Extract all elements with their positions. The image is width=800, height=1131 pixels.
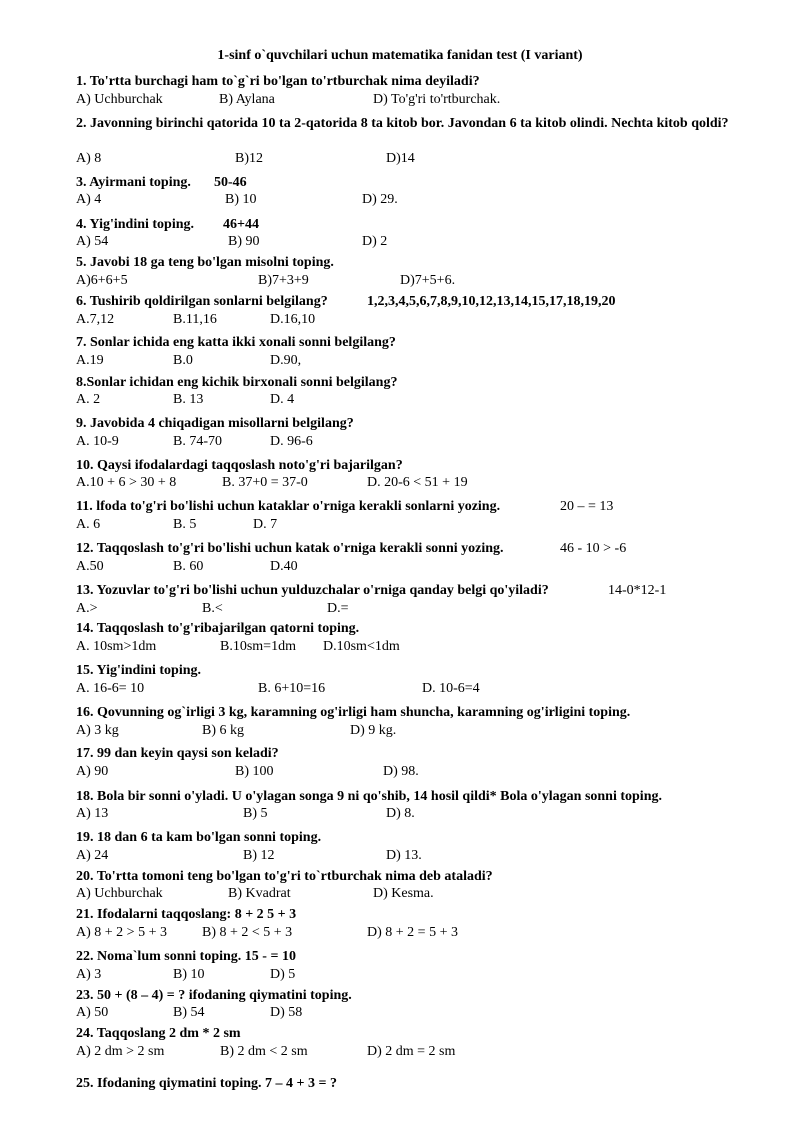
- answer-option: A) 24: [76, 848, 109, 863]
- answer-option: B) 100: [235, 764, 274, 779]
- answer-option: A) 3: [76, 967, 102, 982]
- question-9: [76, 415, 736, 433]
- answer-option: A.7,12: [76, 312, 115, 327]
- question-expression: 14-0*12-1: [608, 583, 667, 598]
- answer-option: D.10sm<1dm: [323, 639, 400, 654]
- answer-option: B) Aylana: [219, 92, 275, 107]
- answer-option: A) Uchburchak: [76, 92, 163, 107]
- answer-option: D.=: [327, 601, 349, 616]
- answer-option: D) Kesma.: [373, 886, 434, 901]
- question-7: [76, 334, 736, 352]
- answer-option: A.>: [76, 601, 98, 616]
- answer-option: D) 13.: [386, 848, 422, 863]
- answer-option: A) 8 + 2 > 5 + 3: [76, 925, 167, 940]
- question-3: [76, 174, 736, 192]
- answer-option: A) 13: [76, 806, 109, 821]
- answer-option: D) 2: [362, 234, 388, 249]
- answer-option: A.10 + 6 > 30 + 8: [76, 475, 177, 490]
- question-text: 1. To'rtta burchagi ham to`g`ri bo'lgan to'rtburchak nima deyiladi?: [76, 74, 480, 89]
- question-text: 7. Sonlar ichida eng katta ikki xonali sonni belgilang?: [76, 335, 396, 350]
- question-5: [76, 254, 736, 272]
- answer-option: A)6+6+5: [76, 273, 128, 288]
- question-1: [76, 73, 736, 91]
- answer-option: D) To'g'ri to'rtburchak.: [373, 92, 501, 107]
- question-expression: 20 – = 13: [560, 499, 614, 514]
- question-text: 8.Sonlar ichidan eng kichik birxonali sonni belgilang?: [76, 375, 398, 390]
- question-text: 20. To'rtta tomoni teng bo'lgan to'g'ri to`rtburchak nima deb ataladi?: [76, 869, 493, 884]
- question-expression: 1,2,3,4,5,6,7,8,9,10,12,13,14,15,17,18,19,20: [367, 294, 616, 309]
- question-4: [76, 216, 736, 234]
- answer-option: B.11,16: [173, 312, 217, 327]
- answer-option: A) 50: [76, 1005, 109, 1020]
- question-text: 15. Yig'indini toping.: [76, 663, 202, 678]
- answer-option: B. 60: [173, 559, 204, 574]
- answer-option: D. 96-6: [270, 434, 313, 449]
- question-text: 10. Qaysi ifodalardagi taqqoslash noto'g'ri bajarilgan?: [76, 458, 403, 473]
- question-18: [76, 788, 736, 806]
- question-12: [76, 540, 736, 558]
- answer-option: A. 10sm>1dm: [76, 639, 157, 654]
- question-text: 17. 99 dan keyin qaysi son keladi?: [76, 746, 279, 761]
- answer-option: B) 6 kg: [202, 723, 244, 738]
- question-text: 3. Ayirmani toping.: [76, 175, 191, 190]
- question-text: 11. lfoda to'g'ri bo'lishi uchun kataklar o'rniga kerakli sonlarni yozing.: [76, 499, 501, 514]
- question-20: [76, 868, 736, 886]
- question-14: [76, 620, 736, 638]
- answer-option: D. 10-6=4: [422, 681, 480, 696]
- answer-option: B)12: [235, 151, 263, 166]
- answer-option: A.19: [76, 353, 104, 368]
- question-text: 2. Javonning birinchi qatorida 10 ta 2-qatorida 8 ta kitob bor. Javondan 6 ta kitob olindi. Nechta kitob qoldi?: [76, 116, 729, 131]
- answer-option: B) 10: [173, 967, 205, 982]
- question-text: 13. Yozuvlar to'g'ri bo'lishi uchun yulduzchalar o'rniga qanday belgi qo'yiladi?: [76, 583, 549, 598]
- question-text: 5. Javobi 18 ga teng bo'lgan misolni toping.: [76, 255, 334, 270]
- answer-option: B. 6+10=16: [258, 681, 326, 696]
- answer-option: D)14: [386, 151, 415, 166]
- question-text: 21. Ifodalarni taqqoslang: 8 + 2 5 + 3: [76, 907, 297, 922]
- answer-option: D. 20-6 < 51 + 19: [367, 475, 468, 490]
- question-text: 9. Javobida 4 chiqadigan misollarni belgilang?: [76, 416, 354, 431]
- answer-option: D) 9 kg.: [350, 723, 397, 738]
- answer-option: B) 8 + 2 < 5 + 3: [202, 925, 293, 940]
- question-text: 23. 50 + (8 – 4) = ? ifodaning qiymatini toping.: [76, 988, 352, 1003]
- question-10: [76, 457, 736, 475]
- answer-option: D.16,10: [270, 312, 316, 327]
- answer-option: A) Uchburchak: [76, 886, 163, 901]
- answer-option: A. 6: [76, 517, 101, 532]
- answer-option: B.10sm=1dm: [220, 639, 296, 654]
- answer-option: D) 8.: [386, 806, 415, 821]
- answer-option: A. 2: [76, 392, 101, 407]
- question-text: 12. Taqqoslash to'g'ri bo'lishi uchun katak o'rniga kerakli sonni yozing.: [76, 541, 504, 556]
- answer-option: D. 7: [253, 517, 278, 532]
- answer-option: A. 16-6= 10: [76, 681, 145, 696]
- question-22: [76, 948, 736, 966]
- answer-option: A) 4: [76, 192, 102, 207]
- question-16: [76, 704, 736, 722]
- answer-option: D) 5: [270, 967, 296, 982]
- answer-option: A) 90: [76, 764, 109, 779]
- question-text: 16. Qovunning og`irligi 3 kg, karamning og'irligi ham shuncha, karamning og'irligini toping.: [76, 705, 631, 720]
- answer-option: D.40: [270, 559, 298, 574]
- answer-option: B) 12: [243, 848, 275, 863]
- answer-option: A) 2 dm > 2 sm: [76, 1044, 165, 1059]
- answer-option: A. 10-9: [76, 434, 119, 449]
- answer-option: D) 98.: [383, 764, 419, 779]
- answer-option: B) 5: [243, 806, 268, 821]
- answer-option: B) 54: [173, 1005, 205, 1020]
- answer-option: B. 5: [173, 517, 197, 532]
- answer-option: D) 2 dm = 2 sm: [367, 1044, 456, 1059]
- answer-option: B.<: [202, 601, 223, 616]
- question-8: [76, 374, 736, 392]
- question-expression: 50-46: [214, 175, 247, 190]
- answer-option: D) 29.: [362, 192, 398, 207]
- question-text: 14. Taqqoslash to'g'ribajarilgan qatorni toping.: [76, 621, 360, 636]
- answer-option: D. 4: [270, 392, 295, 407]
- answer-option: B) 2 dm < 2 sm: [220, 1044, 308, 1059]
- answer-option: B. 74-70: [173, 434, 222, 449]
- question-23: [76, 987, 736, 1005]
- answer-option: B. 13: [173, 392, 204, 407]
- answer-option: B) Kvadrat: [228, 886, 291, 901]
- question-24: [76, 1025, 736, 1043]
- question-text: 24. Taqqoslang 2 dm * 2 sm: [76, 1026, 241, 1041]
- question-expression: 46 - 10 > -6: [560, 541, 627, 556]
- answer-option: A.50: [76, 559, 104, 574]
- answer-option: A) 3 kg: [76, 723, 119, 738]
- page-title: 1-sinf o`quvchilari uchun matematika fanidan test (I variant): [217, 48, 583, 63]
- question-text: 6. Tushirib qoldirilgan sonlarni belgilang?: [76, 294, 328, 309]
- answer-option: A) 8: [76, 151, 102, 166]
- answer-option: D) 8 + 2 = 5 + 3: [367, 925, 458, 940]
- answer-option: B) 10: [225, 192, 257, 207]
- answer-option: D.90,: [270, 353, 302, 368]
- answer-option: D)7+5+6.: [400, 273, 456, 288]
- question-19: [76, 829, 736, 847]
- question-25: [76, 1075, 736, 1093]
- answer-option: D) 58: [270, 1005, 303, 1020]
- question-11: [76, 498, 736, 516]
- question-text: 25. Ifodaning qiymatini toping. 7 – 4 + 3 = ?: [76, 1076, 338, 1091]
- answer-option: B.0: [173, 353, 193, 368]
- question-21: [76, 906, 736, 924]
- question-text: 4. Yig'indini toping.: [76, 217, 195, 232]
- answer-option: B. 37+0 = 37-0: [222, 475, 308, 490]
- question-expression: 46+44: [223, 217, 259, 232]
- question-text: 19. 18 dan 6 ta kam bo'lgan sonni toping.: [76, 830, 322, 845]
- question-text: 18. Bola bir sonni o'yladi. U o'ylagan songa 9 ni qo'shib, 14 hosil qildi* Bola o'ylagan sonni toping.: [76, 789, 662, 804]
- question-17: [76, 745, 736, 763]
- answer-option: B) 90: [228, 234, 260, 249]
- question-2: [76, 115, 736, 133]
- question-15: [76, 662, 736, 680]
- question-text: 22. Noma`lum sonni toping. 15 - = 10: [76, 949, 296, 964]
- answer-option: A) 54: [76, 234, 109, 249]
- answer-option: B)7+3+9: [258, 273, 309, 288]
